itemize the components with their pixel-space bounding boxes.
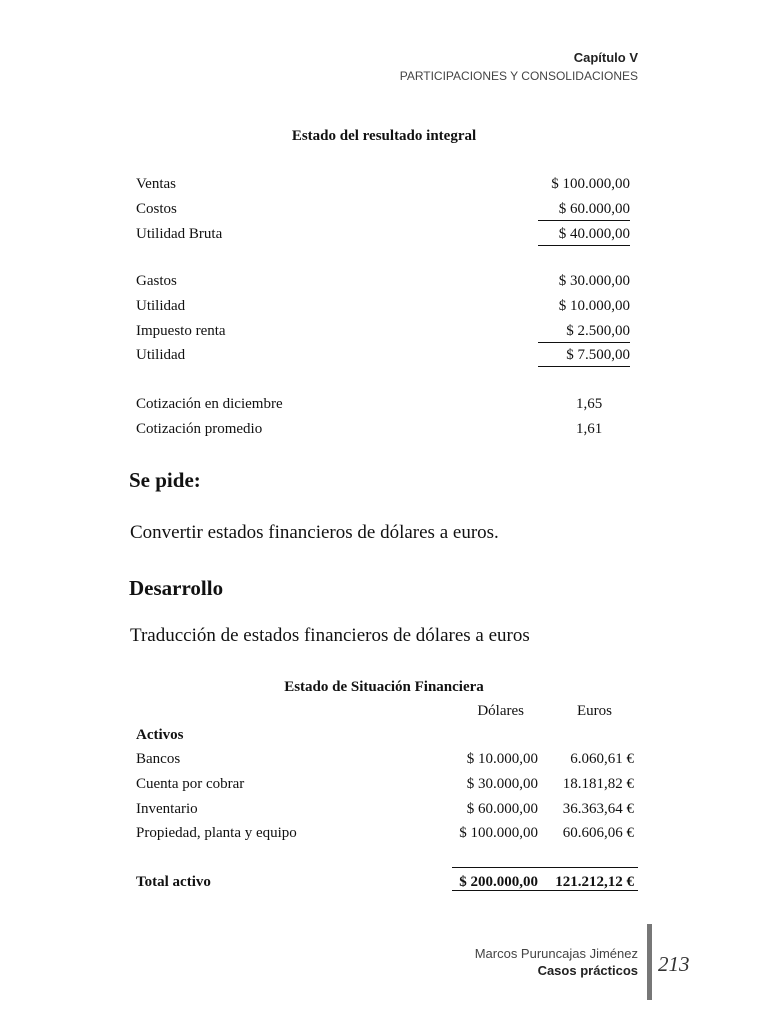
row-usd: $ 100.000,00 <box>459 825 538 841</box>
chapter-header <box>400 50 638 83</box>
asset-row-propiedad <box>136 825 641 847</box>
asset-row-cuenta-por-cobrar <box>136 776 641 798</box>
row-label: Propiedad, planta y equipo <box>136 825 297 841</box>
row-label: Utilidad <box>136 298 186 314</box>
total-bottom-rule <box>452 890 638 891</box>
row-usd: $ 10.000,00 <box>466 751 538 767</box>
rate-row-promedio <box>136 421 636 443</box>
chapter-subtitle: PARTICIPACIONES Y CONSOLIDACIONES <box>399 69 638 83</box>
income-statement-title: Estado del resultado integral <box>291 128 477 144</box>
income-row-ventas <box>136 176 636 198</box>
rate-row-diciembre <box>136 396 636 418</box>
row-label: Utilidad <box>136 347 186 363</box>
rate-value: 1,65 <box>576 396 603 412</box>
total-row <box>136 874 641 896</box>
financial-position-title: Estado de Situación Financiera <box>284 679 484 695</box>
row-value: $ 30.000,00 <box>558 273 630 289</box>
desarrollo-text: Traducción de estados financieros de dólares a euros <box>130 625 530 646</box>
row-value: $ 7.500,00 <box>538 347 630 367</box>
footer-author: Marcos Puruncajas Jiménez <box>474 946 638 961</box>
income-row-costos <box>136 201 636 223</box>
row-value: $ 100.000,00 <box>551 176 630 192</box>
row-label: Ventas <box>136 176 176 192</box>
row-label: Impuesto renta <box>136 323 226 339</box>
row-eur: 6.060,61 € <box>570 751 634 767</box>
column-header-eur: Euros <box>577 703 612 719</box>
income-row-utilidad <box>136 298 636 320</box>
income-row-gastos <box>136 273 636 295</box>
section-heading <box>136 727 641 749</box>
row-value: $ 40.000,00 <box>538 226 630 246</box>
income-row-utilidad-neta <box>136 347 636 369</box>
se-pide-text: Convertir estados financieros de dólares a euros. <box>130 522 499 543</box>
row-label: Bancos <box>136 751 181 767</box>
row-value: $ 10.000,00 <box>558 298 630 314</box>
financial-position-header <box>136 703 641 725</box>
footer-book-title: Casos prácticos <box>537 963 638 978</box>
row-usd: $ 60.000,00 <box>466 801 538 817</box>
row-label: Utilidad Bruta <box>136 226 223 242</box>
column-header-usd: Dólares <box>477 703 524 719</box>
row-label: Inventario <box>136 801 198 817</box>
row-eur: 60.606,06 € <box>562 825 634 841</box>
income-row-impuesto <box>136 323 636 345</box>
se-pide-heading: Se pide: <box>129 468 201 492</box>
row-eur: 18.181,82 € <box>562 776 634 792</box>
page-number: 213 <box>658 952 690 976</box>
asset-row-bancos <box>136 751 641 773</box>
desarrollo-heading: Desarrollo <box>129 576 224 600</box>
footer-divider <box>647 924 652 1000</box>
asset-row-inventario <box>136 801 641 823</box>
total-label: Total activo <box>136 874 211 890</box>
row-label: Gastos <box>136 273 177 289</box>
total-usd: $ 200.000,00 <box>459 874 538 890</box>
chapter-title: Capítulo V <box>573 50 638 65</box>
row-usd: $ 30.000,00 <box>466 776 538 792</box>
row-label: Cuenta por cobrar <box>136 776 245 792</box>
income-row-utilidad-bruta <box>136 226 636 248</box>
row-label: Costos <box>136 201 177 217</box>
total-eur: 121.212,12 € <box>555 874 634 890</box>
rate-label: Cotización promedio <box>136 421 263 437</box>
row-value: $ 2.500,00 <box>538 323 630 343</box>
section-label: Activos <box>136 727 184 743</box>
rate-value: 1,61 <box>576 421 603 437</box>
row-value: $ 60.000,00 <box>538 201 630 221</box>
rate-label: Cotización en diciembre <box>136 396 283 412</box>
total-top-rule <box>452 867 638 868</box>
row-eur: 36.363,64 € <box>562 801 634 817</box>
